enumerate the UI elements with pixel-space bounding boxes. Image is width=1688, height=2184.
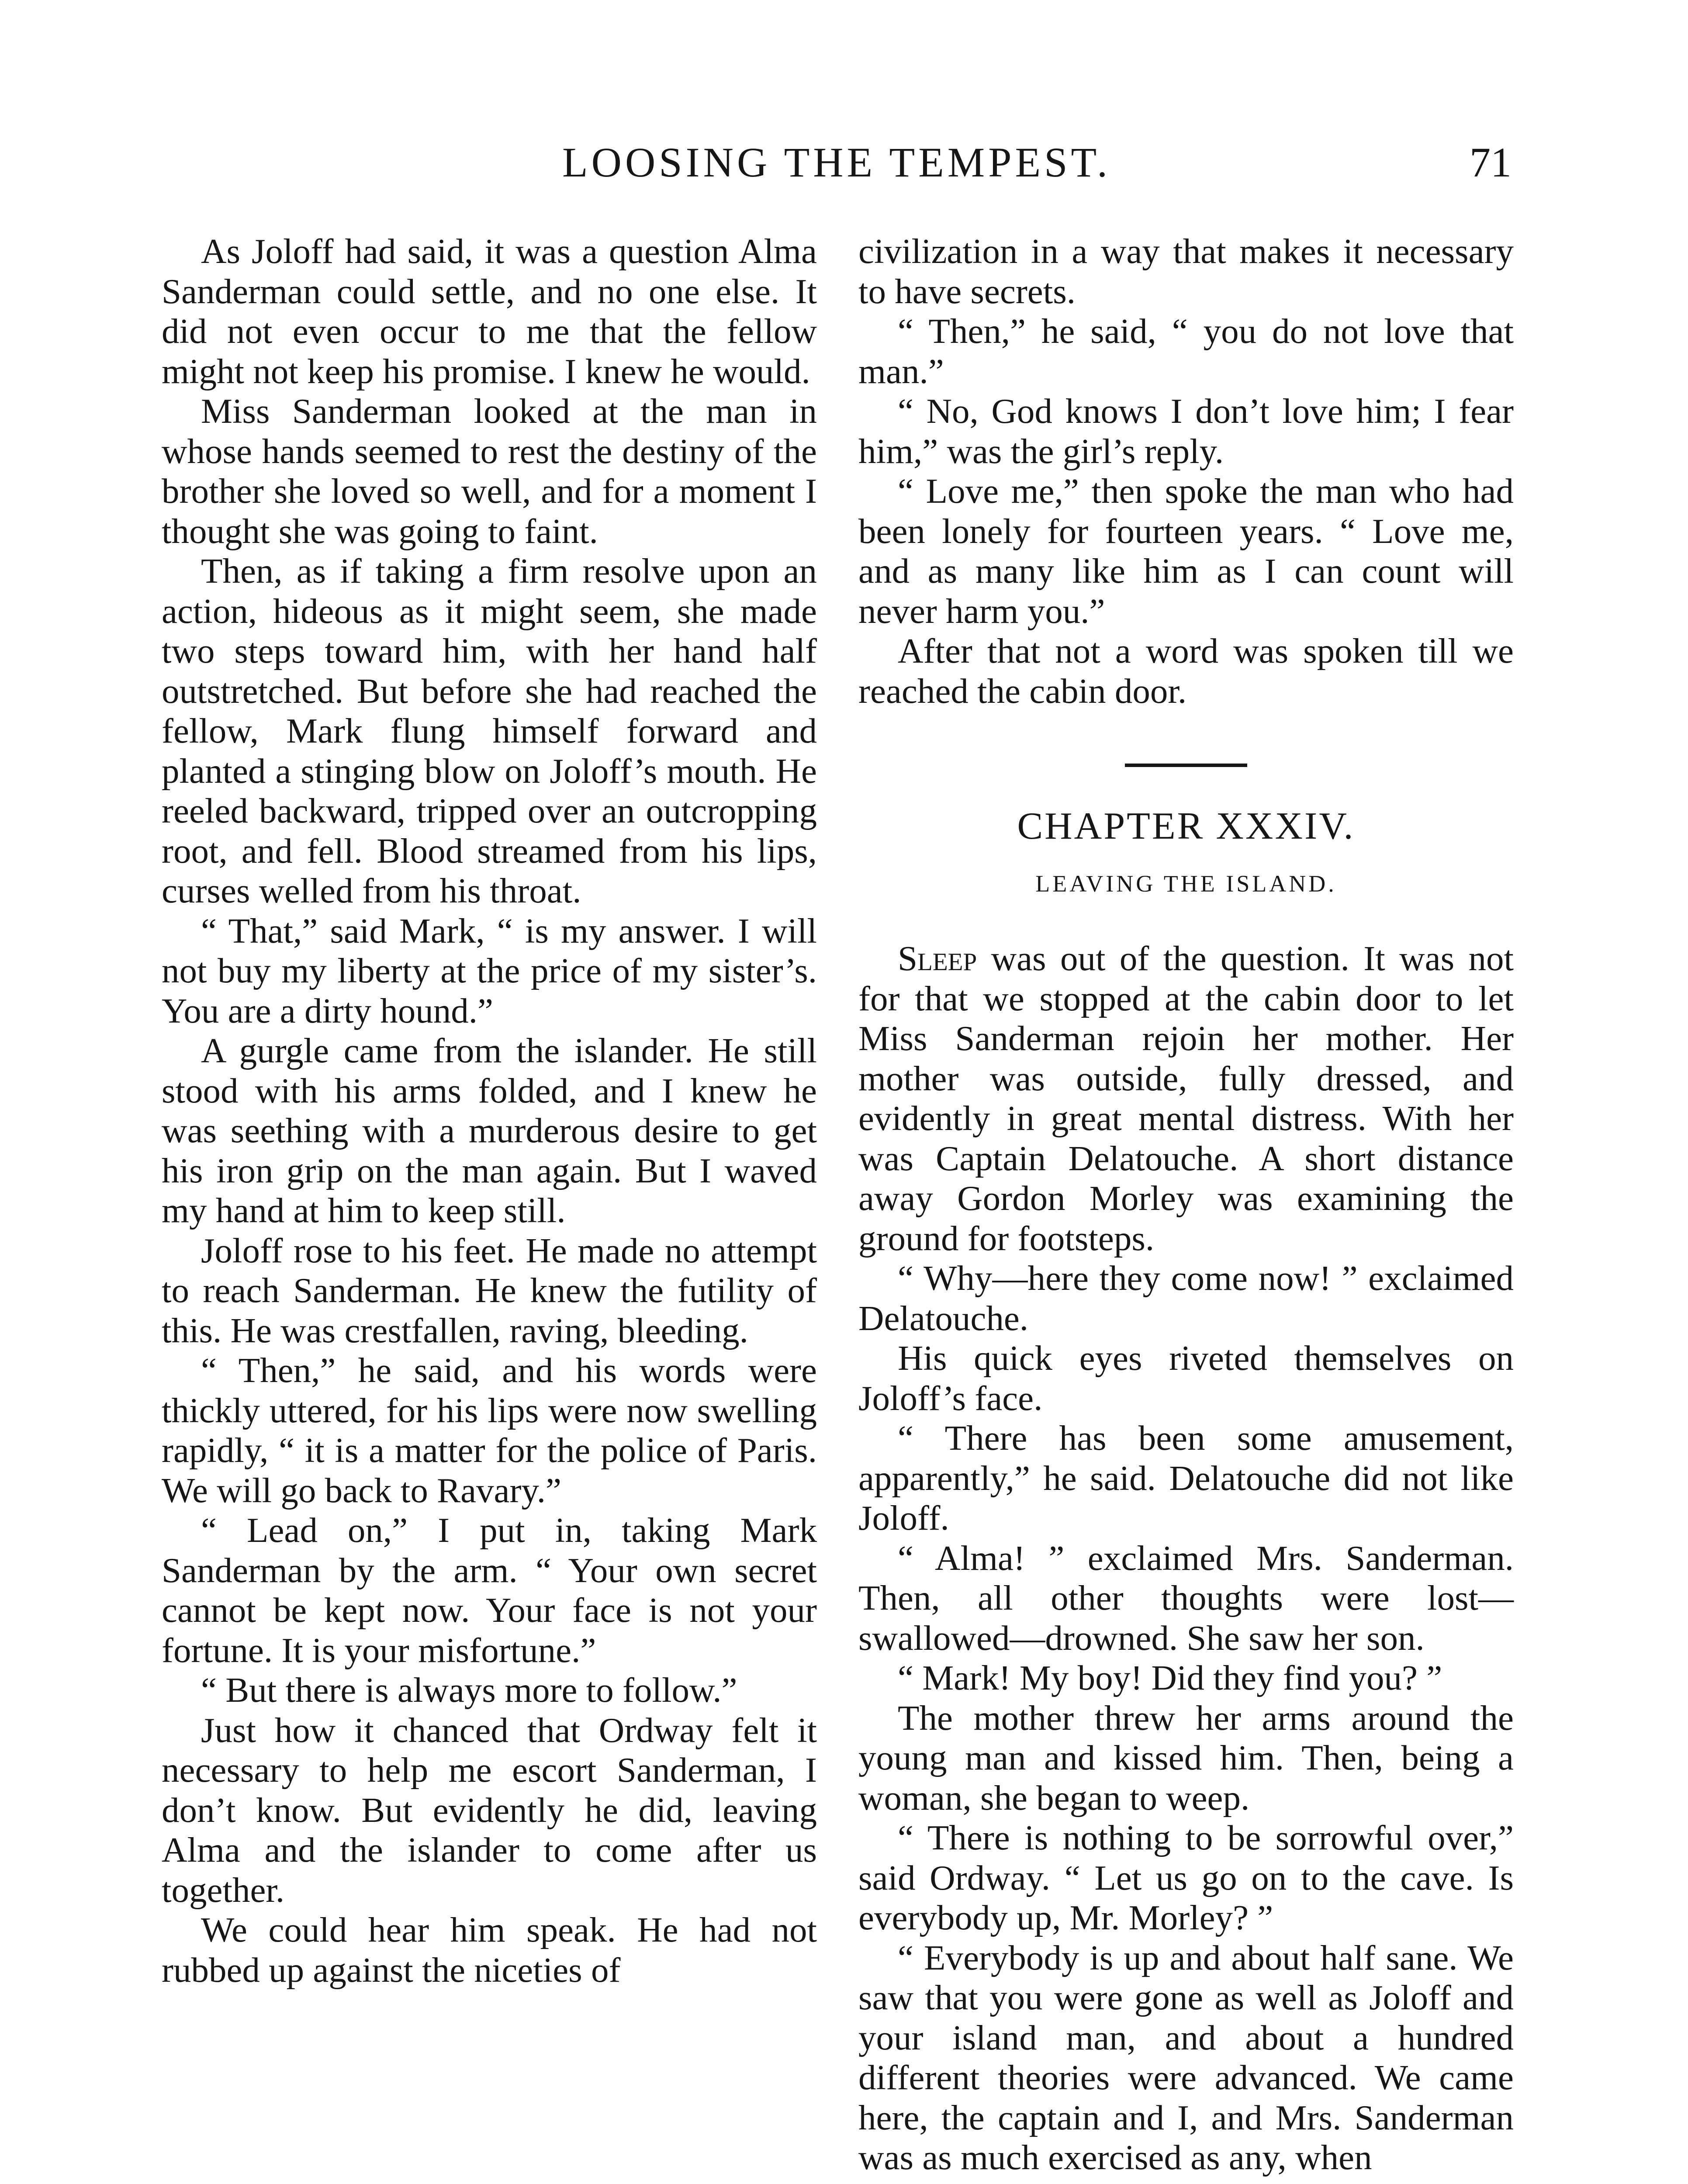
paragraph: “ Then,” he said, and his words were thickly uttered, for his lips were now swelling rapidly, “ it is a matter for the police of Paris. We will go back to Ravary.” [162, 1351, 817, 1510]
paragraph: After that not a word was spoken till we reached the cabin door. [858, 631, 1514, 711]
paragraph: civilization in a way that makes it necessary to have secrets. [858, 232, 1514, 311]
paragraph: “ There is nothing to be sorrowful over,” said Ordway. “ Let us go on to the cave. Is everybody up, Mr. Morley? ” [858, 1818, 1514, 1937]
paragraph: “ Lead on,” I put in, taking Mark Sanderman by the arm. “ Your own secret cannot be kept now. Your face is not your fortune. It is your misfortune.” [162, 1510, 817, 1670]
paragraph: “ But there is always more to follow.” [201, 1670, 737, 1710]
paragraph: Just how it chanced that Ordway felt it necessary to help me escort Sanderman, I don’t know. But evidently he did, leaving Alma and the islander to come after us together. [162, 1710, 817, 1910]
paragraph: “ Why—here they come now! ” exclaimed Delatouche. [858, 1258, 1514, 1338]
opening-text: was out of the question. It was not for that we stopped at the cabin door to let Miss Sanderman rejoin her mother. Her mother was outside, fully dressed, and evidently in great mental distress. With her was Captain Delatouche. A short distance away Gordon Morley was examining the ground for footsteps. [858, 939, 1514, 1258]
paragraph: A gurgle came from the islander. He still stood with his arms folded, and I knew he was seething with a murderous desire to get his iron grip on the man again. But I waved my hand at him to keep still. [162, 1031, 817, 1230]
paragraph: “ Alma! ” exclaimed Mrs. Sanderman. Then, all other thoughts were lost—swallowed—drowned. She saw her son. [858, 1538, 1514, 1658]
paragraph: “ That,” said Mark, “ is my answer. I will not buy my liberty at the price of my sister’s. You are a dirty hound.” [162, 911, 817, 1030]
paragraph: “ There has been some amusement, apparently,” he said. Delatouche did not like Joloff. [858, 1418, 1514, 1538]
paragraph: Miss Sanderman looked at the man in whose hands seemed to rest the destiny of the brother she loved so well, and for a moment I thought she was going to faint. [162, 391, 817, 551]
chapter-title: CHAPTER XXXIV. [1017, 805, 1355, 847]
page-number: 71 [1470, 139, 1512, 186]
paragraph: As Joloff had said, it was a question Alma Sanderman could settle, and no one else. It did not even occur to me that the fellow might not keep his promise. I knew he would. [162, 232, 817, 391]
paragraph: The mother threw her arms around the young man and kissed him. Then, being a woman, she began to weep. [858, 1698, 1514, 1818]
paragraph: Joloff rose to his feet. He made no attempt to reach Sanderman. He knew the futility of this. He was crestfallen, raving, bleeding. [162, 1230, 817, 1350]
paragraph: “ Mark! My boy! Did they find you? ” [898, 1658, 1442, 1697]
chapter-divider-rule [1125, 764, 1247, 767]
paragraph: “ No, God knows I don’t love him; I fear him,” was the girl’s reply. [858, 391, 1514, 471]
paragraph: His quick eyes riveted themselves on Joloff’s face. [858, 1338, 1514, 1418]
chapter-opening-paragraph [858, 939, 1514, 1258]
paragraph: “ Everybody is up and about half sane. We saw that you were gone as well as Joloff and your island man, and about a hundred different theories were advanced. We came here, the captain and I, and Mrs. Sanderman was as much exercised as any, when [858, 1938, 1514, 2177]
opening-word: Sleep [898, 939, 977, 978]
page-header [162, 138, 1512, 195]
left-column [162, 232, 817, 1990]
paragraph: “ Love me,” then spoke the man who had been lonely for fourteen years. “ Love me, and as many like him as I can count will never harm you.” [858, 471, 1514, 631]
chapter-subtitle: LEAVING THE ISLAND. [1035, 870, 1337, 897]
paragraph: Then, as if taking a firm resolve upon an action, hideous as it might seem, she made two steps toward him, with her hand half outstretched. But before she had reached the fellow, Mark flung himself forward and planted a stinging blow on Joloff’s mouth. He reeled backward, tripped over an outcropping root, and fell. Blood streamed from his lips, curses welled from his throat. [162, 551, 817, 910]
running-head: LOOSING THE TEMPEST. [562, 139, 1111, 186]
right-column [858, 232, 1514, 2178]
paragraph: We could hear him speak. He had not rubbed up against the niceties of [162, 1910, 817, 1990]
paragraph: “ Then,” he said, “ you do not love that man.” [858, 311, 1514, 391]
